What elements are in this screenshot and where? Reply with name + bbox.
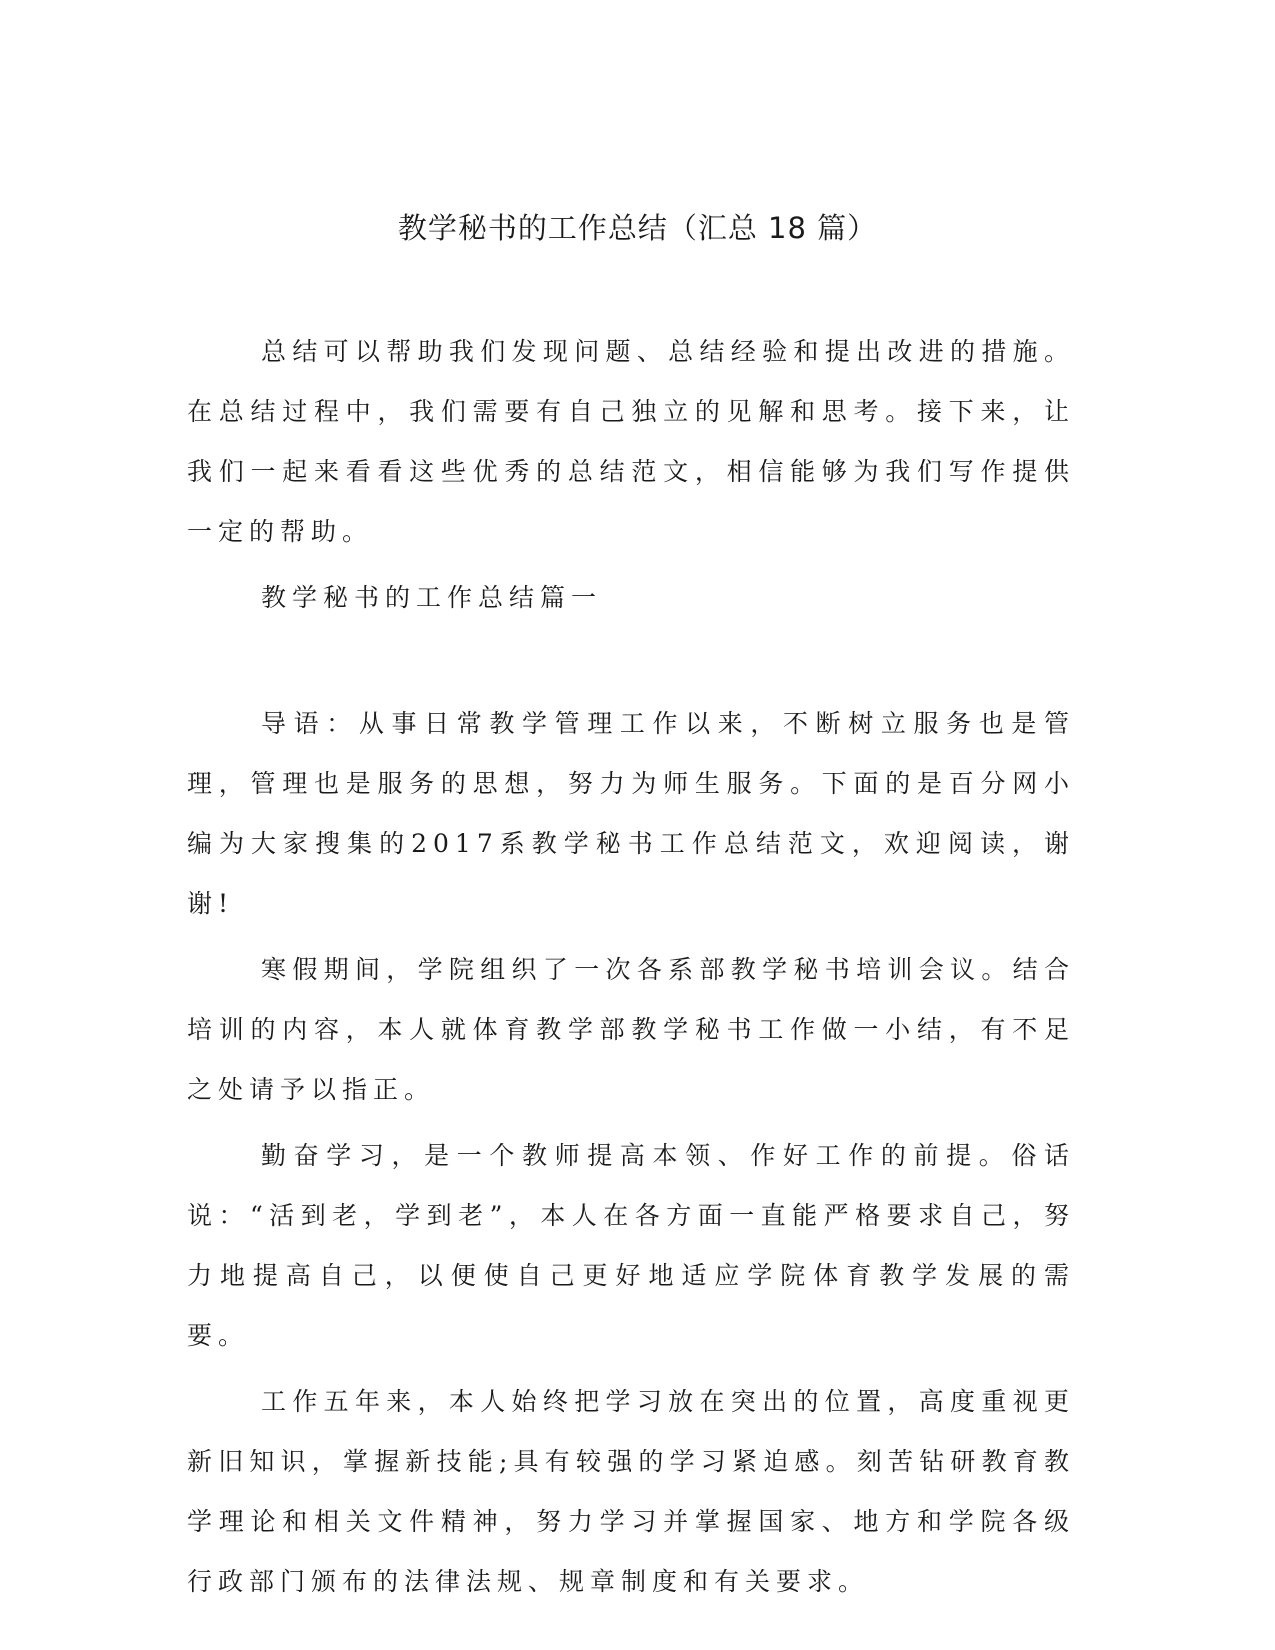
body-paragraph-training: 寒假期间，学院组织了一次各系部教学秘书培训会议。结合培训的内容，本人就体育教学部教学秘书工作做一小结，有不足之处请予以指正。 (187, 955, 1075, 1104)
intro-paragraph: 总结可以帮助我们发现问题、总结经验和提出改进的措施。在总结过程中，我们需要有自己独立的见解和思考。接下来，让我们一起来看看这些优秀的总结范文，相信能够为我们写作提供一定的帮助。 (187, 337, 1075, 546)
preface-paragraph: 导语：从事日常教学管理工作以来，不断树立服务也是管理，管理也是服务的思想，努力为师生服务。下面的是百分网小编为大家搜集的2017系教学秘书工作总结范文，欢迎阅读，谢谢! (187, 709, 1075, 918)
section-heading: 教学秘书的工作总结篇一 (261, 583, 603, 612)
body-paragraph-work: 工作五年来，本人始终把学习放在突出的位置，高度重视更新旧知识，掌握新技能;具有较强的学习紧迫感。刻苦钻研教育教学理论和相关文件精神，努力学习并掌握国家、地方和学院各级行政部门颁布的法律法规、规章制度和有关要求。 (187, 1387, 1075, 1596)
body-paragraph-study: 勤奋学习，是一个教师提高本领、作好工作的前提。俗话说：“活到老，学到老”，本人在各方面一直能严格要求自己，努力地提高自己，以便使自己更好地适应学院体育教学发展的需要。 (187, 1141, 1075, 1350)
document-body (187, 322, 1075, 1618)
document-title: 教学秘书的工作总结（汇总 18 篇） (397, 211, 878, 245)
